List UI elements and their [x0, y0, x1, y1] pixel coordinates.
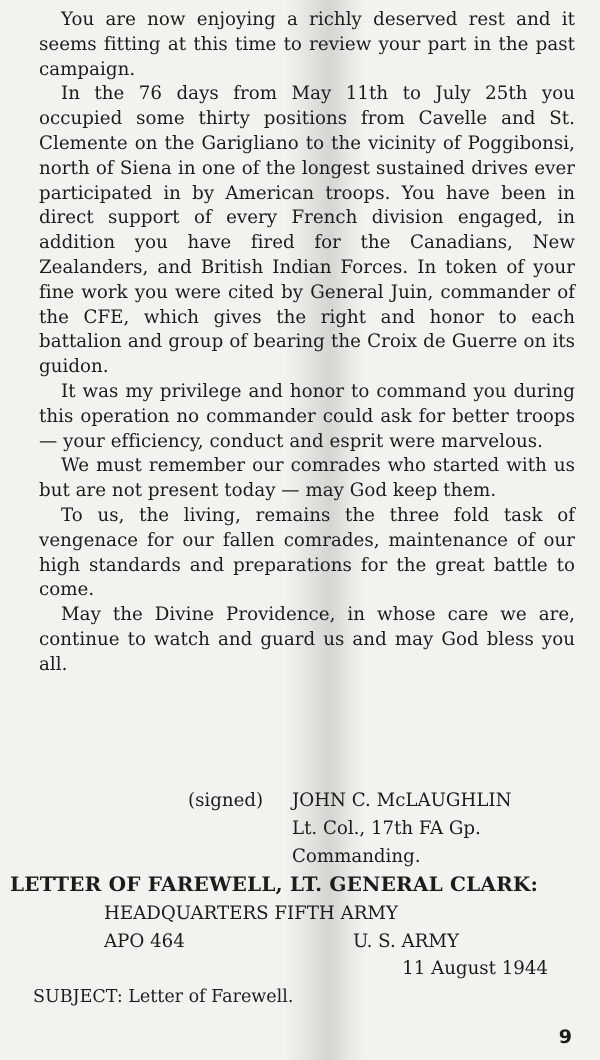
- page-number: 9: [558, 1026, 572, 1048]
- signer-rank: Lt. Col., 17th FA Gp.: [292, 818, 481, 839]
- signature-row: [188, 787, 558, 871]
- subject-line: SUBJECT: Letter of Farewell.: [33, 987, 294, 1007]
- signed-label: (signed): [188, 790, 264, 811]
- signature-lines: [292, 787, 558, 871]
- apo-number: APO 464: [104, 931, 185, 952]
- letter-body: [39, 8, 575, 678]
- body-paragraph: We must remember our comrades who started with us but are not present today — may God keep them.: [39, 455, 575, 502]
- headquarters-line: HEADQUARTERS FIFTH ARMY: [104, 903, 399, 924]
- body-paragraph: You are now enjoying a richly deserved rest and it seems fitting at this time to review your part in the past campaign.: [39, 9, 575, 80]
- headquarters-block: [104, 900, 464, 956]
- body-paragraph: May the Divine Providence, in whose care we are, continue to watch and guard us and may God bless you all.: [39, 604, 575, 675]
- signature-block: [188, 787, 558, 871]
- body-paragraph: In the 76 days from May 11th to July 25th you occupied some thirty positions from Cavelle and St. Clemente on the Garigliano to the vicinity of Poggibonsi, north of Siena in one of the longest sustained drives ever participated in by American troops. You have been in direct support of every French division engaged, in addition you have fired for the Canadians, New Zealanders, and British Indian Forces. In token of your fine work you were cited by General Juin, commander of the CFE, which gives the right and honor to each battalion and group of bearing the Croix de Guerre on its guidon.: [39, 83, 575, 378]
- headquarters-address-row: [104, 928, 459, 956]
- body-paragraph: It was my privilege and honor to command you during this operation no commander could ask for better troops — your efficiency, conduct and esprit were marvelous.: [39, 380, 575, 452]
- signer-name: JOHN C. McLAUGHLIN: [292, 790, 512, 811]
- army-name: U. S. ARMY: [352, 931, 459, 952]
- farewell-heading: LETTER OF FAREWELL, LT. GENERAL CLARK:: [10, 872, 539, 896]
- signer-role: Commanding.: [292, 846, 421, 867]
- letter-date: 11 August 1944: [402, 958, 548, 979]
- body-paragraph: To us, the living, remains the three fold task of vengenace for our fallen comrades, maintenance of our high standards and preparations for the great battle to come.: [39, 504, 575, 601]
